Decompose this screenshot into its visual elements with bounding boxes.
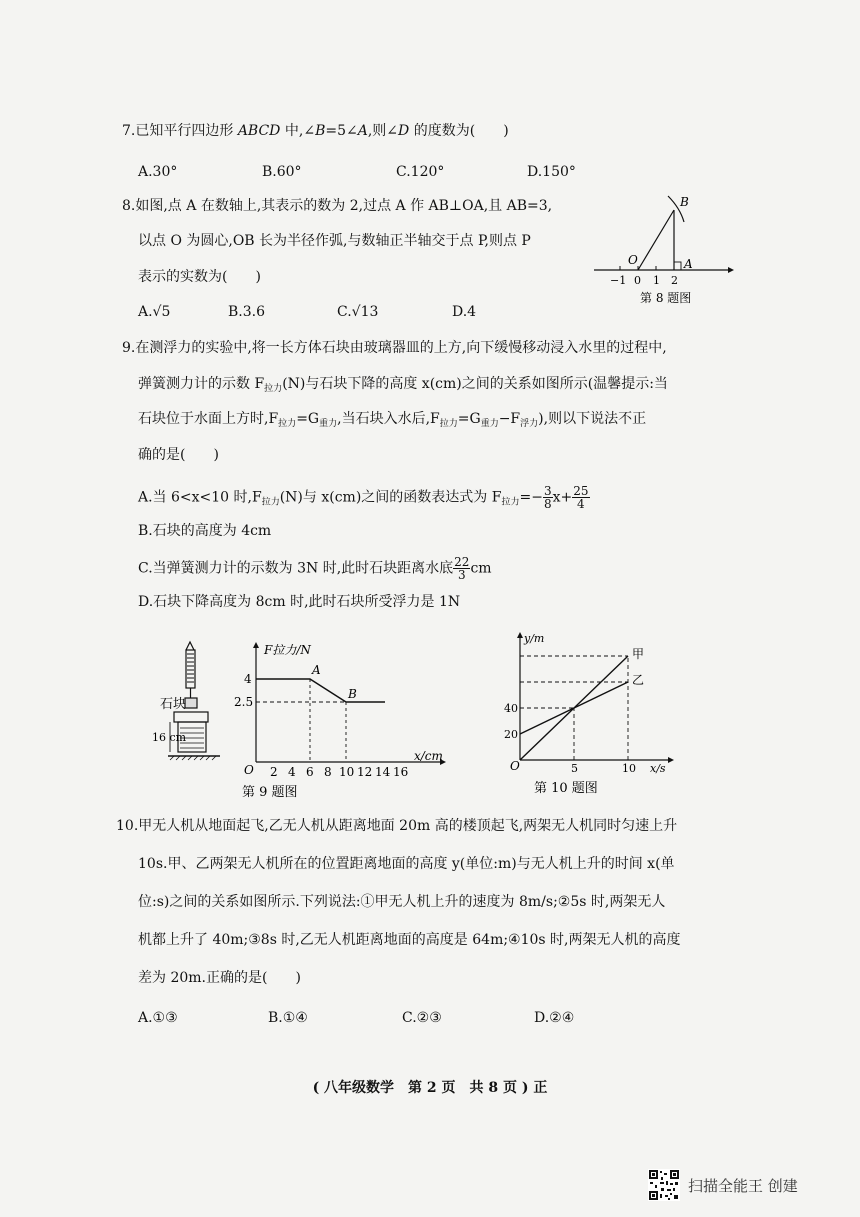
qr-code-icon	[648, 1169, 680, 1201]
q10-line-2: 10s.甲、乙两架无人机所在的位置距离地面的高度 y(单位:m)与无人机上升的时间 x(单	[138, 856, 675, 872]
q10-option-c: C.②③	[402, 1010, 442, 1026]
q8-line-3: 表示的实数为( )	[138, 269, 261, 285]
chart-origin-label: O	[510, 759, 520, 773]
q7-option-c: C.120°	[396, 164, 445, 180]
chart-xlabel: x/s	[650, 762, 666, 775]
x-tick-16: 16	[393, 765, 409, 779]
q7-option-a: A.30°	[138, 164, 178, 180]
x-tick-12: 12	[357, 765, 373, 779]
point-b-label: B	[348, 687, 357, 701]
series-label-yi: 乙	[632, 673, 645, 687]
tick-label-minus1: −1	[610, 274, 627, 287]
q9-option-c: C.当弹簧测力计的示数为 3N 时,此时石块距离水底 $\frac{22}{3}$ cm	[138, 555, 492, 582]
scanner-watermark	[648, 1168, 798, 1202]
q10-line-1: 10.甲无人机从地面起飞,乙无人机从距离地面 20m 高的楼顶起飞,两架无人机同时匀速上升	[116, 818, 678, 834]
q9-line-4: 确的是( )	[138, 447, 219, 463]
chart-x-axis-arrow-icon	[668, 757, 674, 763]
x-tick-2: 2	[270, 765, 278, 779]
segment-ob	[638, 210, 674, 270]
force-curve	[256, 679, 385, 702]
q7-option-d: D.150°	[527, 164, 576, 180]
y-axis-label: F拉力/N	[264, 643, 311, 657]
stone-block	[185, 698, 197, 708]
label-o: O	[628, 253, 638, 267]
figure-8-caption: 第 8 题图	[640, 291, 692, 305]
right-angle-mark	[674, 262, 681, 270]
q9-option-d: D.石块下降高度为 8cm 时,此时石块所受浮力是 1N	[138, 594, 461, 610]
tick-label-1: 1	[653, 274, 660, 287]
x-tick-10: 10	[339, 765, 355, 779]
x-tick-6: 6	[306, 765, 314, 779]
y-tick-2-5: 2.5	[234, 695, 254, 709]
figure-10-caption: 第 10 题图	[534, 781, 598, 796]
origin-label: O	[244, 763, 254, 777]
q9-line-3: 石块位于水面上方时$,F_{拉力}=G_{重力}$,当石块入水后$,F_{拉力}=G_{重力}-F_{浮力}$),则以下说法不正	[138, 411, 647, 429]
q10-option-d: D.②④	[534, 1010, 575, 1026]
q10-line-3: 位:s)之间的关系如图所示.下列说法:①甲无人机上升的速度为 8m/s;②5s 时,两架无人	[138, 894, 666, 910]
label-a: A	[684, 257, 693, 271]
q9-figure	[152, 636, 450, 806]
label-b: B	[680, 195, 689, 209]
q8-number-line-figure	[588, 188, 738, 313]
chart-y-tick-40: 40	[504, 702, 518, 715]
q10-line-5: 差为 20m.正确的是( )	[138, 970, 301, 986]
tick-label-2: 2	[671, 274, 678, 287]
question-7-stem: 7.已知平行四边形 ABCD 中,∠B=5∠A,则∠D 的度数为( )	[122, 123, 509, 139]
series-label-jia: 甲	[632, 647, 645, 661]
chart-y-tick-20: 20	[504, 728, 518, 741]
q9-option-b: B.石块的高度为 4cm	[138, 523, 272, 539]
q8-option-d: D.4	[452, 304, 477, 320]
chart-y-axis-arrow-icon	[517, 632, 523, 638]
point-a-label: A	[312, 663, 321, 677]
tick-label-0: 0	[634, 274, 641, 287]
q8-option-b: B.3.6	[228, 304, 266, 320]
q8-option-c: C.√13	[337, 304, 379, 320]
q8-line-1: 8.如图,点 A 在数轴上,其表示的数为 2,过点 A 作 AB⊥OA,且 AB=3,	[122, 198, 553, 214]
q10-option-a: A.①③	[138, 1010, 178, 1026]
q9-option-a: A.当 6<x<10 时$,F_{拉力}(N)$与 x(cm)之间的函数表达式为 $F_{拉力}=-$ $\frac{3}{8}$ x+ $\frac{25}{4}$	[138, 484, 589, 511]
x-tick-14: 14	[375, 765, 391, 779]
q10-line-4: 机都上升了 40m;③8s 时,乙无人机距离地面的高度是 64m;④10s 时,两架无人机的高度	[138, 932, 681, 948]
axis-arrow-icon	[728, 267, 734, 273]
x-tick-4: 4	[288, 765, 296, 779]
q8-option-a: A.√5	[138, 304, 171, 320]
x-tick-8: 8	[324, 765, 332, 779]
chart-x-tick-10: 10	[622, 762, 636, 775]
q10-chart	[500, 628, 680, 806]
chart-x-tick-5: 5	[571, 762, 578, 775]
chart-ylabel: y/m	[524, 632, 545, 645]
y-tick-4: 4	[244, 672, 252, 686]
q7-option-b: B.60°	[262, 164, 302, 180]
q10-option-b: B.①④	[268, 1010, 308, 1026]
y-axis-arrow-icon	[253, 642, 259, 648]
watermark-text: 扫描全能王 创建	[688, 1176, 798, 1195]
q9-line-1: 9.在测浮力的实验中,将一长方体石块由玻璃器皿的上方,向下缓慢移动浸入水里的过程中,	[122, 340, 667, 356]
x-axis-label: x/cm	[414, 749, 443, 763]
stone-label: 石块	[160, 697, 187, 712]
q9-line-2: 弹簧测力计的示数 $F_{拉力}(N)$与石块下降的高度 x(cm)之间的关系如图所示(温馨提示:当	[138, 376, 668, 394]
figure-9-caption: 第 9 题图	[242, 785, 298, 800]
height-label: 16 cm	[152, 731, 187, 744]
q8-line-2: 以点 O 为圆心,OB 长为半径作弧,与数轴正半轴交于点 P,则点 P	[138, 233, 531, 249]
page-footer: ( 八年级数学 第 2 页 共 8 页 ) 正	[312, 1080, 548, 1096]
